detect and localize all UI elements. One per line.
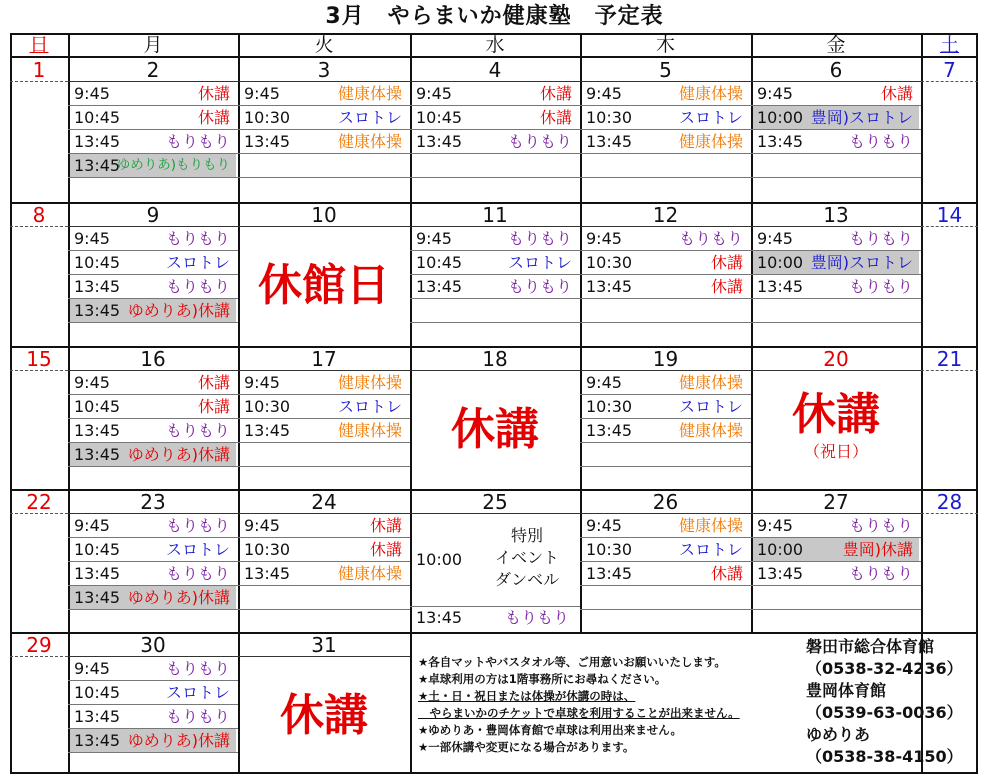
entry-label: 休講 [539,84,572,103]
schedule-entry [240,106,408,129]
entry-label: もりもり [505,608,570,627]
day-number: 4 [488,58,502,82]
day-number-divider [410,513,580,514]
entry-time: 9:45 [416,229,452,248]
entry-label: もりもり [165,659,230,678]
schedule-entry [240,395,408,418]
schedule-entry [753,82,919,105]
entry-label: もりもり [848,229,913,248]
day-number: 13 [823,203,849,227]
entry-label: 休講 [710,253,743,272]
schedule-entry [70,562,236,585]
entry-label: 休講 [710,277,743,296]
entry-label: もりもり [848,277,913,296]
day-number: 28 [936,490,963,514]
day-number: 8 [32,203,46,227]
day-number: 3 [317,58,331,82]
day-number: 5 [659,58,672,82]
note-line: ★各自マットやバスタオル等、ご用意いお願いいたします。 [418,655,726,669]
day-number: 17 [311,347,337,371]
entry-time: 9:45 [586,373,622,392]
day-number: 30 [140,633,166,657]
entry-label: スロトレ [678,397,743,416]
entry-time: 13:45 [74,707,121,726]
entry-divider [751,585,921,586]
weekday-header: 火 [314,34,334,56]
entry-time: 13:45 [74,277,121,296]
entry-label: 豊岡)スロトレ [810,253,913,272]
entry-divider [410,177,580,178]
entry-label: 健康体操 [337,84,402,103]
entry-label: ゆめりあ)休講 [127,301,230,320]
entry-divider [580,585,751,586]
entry-label: もりもり [678,229,743,248]
entry-time: 10:30 [586,253,633,272]
weekday-header: 土 [939,34,959,56]
schedule-entry [753,562,919,585]
entry-label: 健康体操 [678,373,743,392]
entry-label: スロトレ [678,108,743,127]
entry-time: 13:45 [74,588,121,607]
entry-divider [68,609,238,610]
schedule-entry [240,514,408,537]
schedule-entry [582,275,749,298]
entry-time: 10:30 [244,540,291,559]
schedule-entry [753,538,919,561]
day-number: 25 [482,490,508,514]
entry-label: もりもり [165,707,230,726]
entry-time: 9:45 [244,373,280,392]
entry-divider [68,177,238,178]
entry-time: 13:45 [74,301,121,320]
schedule-entry [240,130,408,153]
entry-label: もりもり [165,421,230,440]
schedule-entry [240,538,408,561]
entry-time: 10:45 [74,540,121,559]
entry-time: 10:00 [757,253,804,272]
schedule-entry [70,130,236,153]
day-number-divider [921,370,978,371]
schedule-entry [753,514,919,537]
entry-label: ゆめりあ)休講 [127,445,230,464]
entry-divider [410,322,580,323]
contact-line: 磐田市総合体育館 [806,637,935,656]
entry-label: スロトレ [165,253,230,272]
schedule-entry [70,82,236,105]
entry-label: もりもり [507,277,572,296]
weekday-header: 木 [655,34,675,56]
day-number-divider [10,81,68,82]
day-number: 2 [146,58,160,82]
entry-divider [238,585,410,586]
entry-divider [580,442,751,443]
contact-line: （0538-38-4150） [806,747,963,766]
schedule-entry [240,419,408,442]
note-line: ★一部休講や変更になる場合があります。 [418,740,635,754]
schedule-entry [70,395,236,418]
entry-divider [238,153,410,154]
schedule-entry [582,562,749,585]
day-number: 18 [482,347,508,371]
day-number: 20 [823,347,849,371]
contact-line: 豊岡体育館 [806,681,887,700]
entry-label: 健康体操 [337,132,402,151]
entry-time: 13:45 [586,421,633,440]
entry-label: 健康体操 [678,84,743,103]
day-number: 16 [140,347,166,371]
entry-time: 13:45 [757,277,804,296]
schedule-entry [582,227,749,250]
schedule-entry [753,251,919,274]
entry-time: 9:45 [74,659,110,678]
entry-label: 休講 [539,108,572,127]
weekday-header: 金 [826,34,846,56]
schedule-entry [70,299,236,322]
entry-divider [580,153,751,154]
schedule-entry [582,130,749,153]
entry-label: もりもり [848,564,913,583]
entry-time: 13:45 [586,564,633,583]
closure-label: 休講 [280,690,368,741]
day-number: 7 [943,58,956,82]
schedule-entry [70,251,236,274]
entry-time: 10:45 [416,253,463,272]
schedule-entry [70,538,236,561]
entry-divider [580,177,751,178]
day-number: 12 [652,203,679,227]
entry-label: スロトレ [678,540,743,559]
contact-line: ゆめりあ [806,725,871,744]
entry-divider [751,153,921,154]
entry-time: 13:45 [416,277,463,296]
contact-line: （0539-63-0036） [806,703,963,722]
schedule-entry [412,227,578,250]
entry-divider [410,153,580,154]
closure-note: （祝日） [803,442,868,461]
schedule-entry [582,419,749,442]
entry-label: 休講 [880,84,913,103]
entry-label: 休講 [197,84,230,103]
day-number: 9 [146,203,160,227]
schedule-entry [70,371,236,394]
closure-label: 休講 [451,404,539,455]
entry-divider [751,322,921,323]
entry-time: 13:45 [74,731,121,750]
entry-time: 13:45 [757,132,804,151]
day-number-divider [921,81,978,82]
entry-time: 13:45 [74,132,121,151]
entry-label: もりもり [165,516,230,535]
schedule-entry [582,395,749,418]
entry-divider [68,752,238,753]
day-number-divider [238,226,410,227]
special-time: 10:00 [416,550,463,569]
day-number: 23 [140,490,166,514]
entry-time: 10:00 [757,540,804,559]
entry-divider [238,442,410,443]
schedule-entry [70,106,236,129]
entry-label: 健康体操 [337,373,402,392]
day-number: 26 [652,490,679,514]
entry-label: もりもり [165,277,230,296]
schedule-entry [70,729,236,752]
entry-time: 9:45 [74,516,110,535]
day-number-divider [921,226,978,227]
entry-divider [751,177,921,178]
schedule-entry [412,82,578,105]
entry-label: スロトレ [337,397,402,416]
entry-label: 休講 [369,540,402,559]
entry-time: 13:45 [244,421,291,440]
special-event-line: イベント [494,548,559,567]
day-number: 10 [311,203,337,227]
day-number-divider [10,370,68,371]
day-number: 6 [829,58,843,82]
schedule-entry [412,275,578,298]
entry-time: 10:00 [757,108,804,127]
entry-time: 13:45 [244,564,291,583]
entry-divider [238,609,410,610]
entry-time: 10:45 [74,683,121,702]
entry-label: スロトレ [507,253,572,272]
schedule-entry [70,514,236,537]
entry-divider [410,298,580,299]
entry-label: もりもり [165,229,230,248]
entry-divider [580,322,751,323]
entry-time: 10:30 [586,108,633,127]
entry-time: 13:45 [586,277,633,296]
entry-label: ゆめりあ)もりもり [116,157,230,173]
entry-label: 休講 [197,373,230,392]
day-number-divider [751,370,921,371]
schedule-entry [70,586,236,609]
note-line: ★卓球利用の方は1階事務所にお尋ねください。 [418,672,667,686]
schedule-entry [753,275,919,298]
entry-time: 9:45 [74,84,110,103]
entry-divider [68,466,238,467]
schedule-entry [753,106,919,129]
entry-time: 9:45 [74,229,110,248]
entry-divider [751,609,921,610]
schedule-entry [70,154,236,177]
entry-label: スロトレ [337,108,402,127]
schedule-entry [582,538,749,561]
day-number: 15 [26,347,52,371]
entry-time: 9:45 [74,373,110,392]
entry-label: 健康体操 [337,564,402,583]
note-line: やらまいかのチケットで卓球を利用することが出来ません。 [418,706,740,720]
entry-label: スロトレ [165,540,230,559]
schedule-entry [582,82,749,105]
schedule-title: 3月 やらまいか健康塾 予定表 [325,4,664,29]
entry-time: 13:45 [416,132,463,151]
entry-divider [751,298,921,299]
entry-time: 10:45 [74,253,121,272]
schedule-entry [70,443,236,466]
entry-label: もりもり [848,132,913,151]
schedule-entry [70,705,236,728]
day-number: 31 [311,633,337,657]
note-line: ★土・日・祝日または体操が休講の時は、 [418,689,636,703]
day-number: 11 [482,203,508,227]
entry-label: 健康体操 [678,132,743,151]
contact-line: （0538-32-4236） [806,659,963,678]
entry-time: 10:45 [416,108,463,127]
day-number-divider [10,656,68,657]
entry-label: 休講 [369,516,402,535]
schedule-entry [412,251,578,274]
closure-label: 休講 [792,389,880,440]
schedule-entry [412,106,578,129]
entry-label: 健康体操 [678,421,743,440]
entry-divider [580,298,751,299]
closure-label: 休館日 [258,260,390,311]
entry-time: 10:45 [74,397,121,416]
special-event-line: 特別 [510,526,543,545]
entry-label: 健康体操 [337,421,402,440]
schedule-entry [753,227,919,250]
entry-time: 10:30 [586,397,633,416]
day-number-divider [410,370,580,371]
day-number: 24 [311,490,337,514]
entry-time: 9:45 [757,516,793,535]
schedule-entry [582,514,749,537]
entry-time: 9:45 [416,84,452,103]
entry-time: 13:45 [757,564,804,583]
entry-divider [238,177,410,178]
entry-label: 休講 [197,397,230,416]
schedule-entry [582,106,749,129]
entry-label: ゆめりあ)休講 [127,588,230,607]
entry-label: 健康体操 [678,516,743,535]
entry-time: 9:45 [757,84,793,103]
schedule-entry [582,371,749,394]
day-number: 27 [823,490,849,514]
entry-label: 休講 [710,564,743,583]
entry-label: もりもり [165,132,230,151]
entry-time: 9:45 [757,229,793,248]
entry-time: 13:45 [586,132,633,151]
special-event-line: ダンベル [494,570,560,589]
entry-label: スロトレ [165,683,230,702]
schedule-entry [70,681,236,704]
weekday-header: 日 [29,34,49,56]
schedule-entry [70,275,236,298]
entry-time: 13:45 [74,564,121,583]
schedule-entry [70,227,236,250]
contact-section [806,636,982,768]
schedule-entry [240,82,408,105]
day-number: 14 [936,203,963,227]
day-number: 22 [26,490,52,514]
entry-label: ゆめりあ)休講 [127,731,230,750]
schedule-entry [753,130,919,153]
entry-time: 13:45 [74,421,121,440]
notes-section [418,654,778,756]
day-number: 29 [26,633,52,657]
entry-time: 9:45 [244,84,280,103]
entry-label: 豊岡)スロトレ [810,108,913,127]
schedule-entry [412,130,578,153]
entry-divider [580,466,751,467]
entry-divider [238,466,410,467]
entry-label: 豊岡)休講 [842,540,913,559]
schedule-entry [240,562,408,585]
entry-time: 9:45 [244,516,280,535]
entry-label: もりもり [507,229,572,248]
day-number-divider [10,226,68,227]
note-line: ★ゆめりあ・豊岡体育館で卓球は利用出来ません。 [418,723,682,737]
entry-time: 9:45 [586,84,622,103]
day-number-divider [238,656,410,657]
day-number: 19 [652,347,679,371]
entry-time: 13:45 [74,156,121,175]
day-number-divider [10,513,68,514]
schedule-entry [240,371,408,394]
entry-time: 10:30 [244,397,291,416]
schedule-entry [70,657,236,680]
entry-label: もりもり [507,132,572,151]
weekday-header: 月 [143,34,163,56]
entry-time: 13:45 [244,132,291,151]
schedule-entry [70,419,236,442]
entry-time: 13:45 [416,608,463,627]
entry-time: 10:45 [74,108,121,127]
entry-divider [68,322,238,323]
entry-time: 10:30 [244,108,291,127]
entry-divider [580,609,751,610]
entry-time: 9:45 [586,229,622,248]
entry-label: もりもり [165,564,230,583]
day-number: 21 [936,347,963,371]
entry-label: 休講 [197,108,230,127]
day-number-divider [921,513,978,514]
day-number: 1 [32,58,46,82]
weekday-header: 水 [485,34,505,56]
entry-time: 13:45 [74,445,121,464]
entry-label: もりもり [848,516,913,535]
schedule-entry [582,251,749,274]
entry-time: 9:45 [586,516,622,535]
entry-time: 10:30 [586,540,633,559]
